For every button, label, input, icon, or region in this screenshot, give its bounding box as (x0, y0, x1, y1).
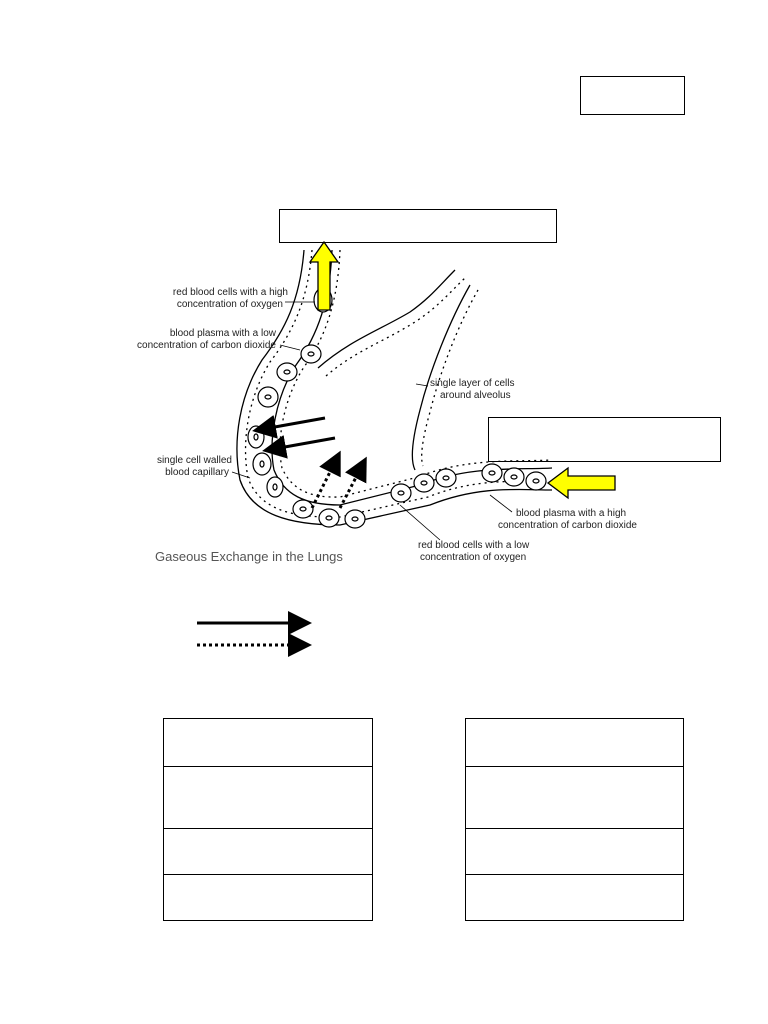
oxygen-diffusion-arrow-2 (268, 438, 335, 450)
alveolus-wall (318, 270, 478, 470)
table-row[interactable] (164, 875, 372, 919)
label-rbc-low-oxygen-2: concentration of oxygen (420, 552, 527, 563)
label-rbc-high-oxygen-2: concentration of oxygen (176, 299, 283, 310)
table-row[interactable] (466, 875, 683, 919)
label-single-layer-1: single layer of cells (430, 378, 515, 389)
label-single-layer-2: around alveolus (440, 390, 511, 401)
answer-table-left (163, 718, 373, 921)
table-row[interactable] (164, 719, 372, 767)
table-row[interactable] (466, 829, 683, 875)
co2-diffusion-arrow-2 (340, 462, 364, 508)
label-rbc-high-oxygen-1: red blood cells with a high (172, 287, 288, 298)
label-rbc-low-oxygen-1: red blood cells with a low (418, 540, 530, 551)
diagram-caption: Gaseous Exchange in the Lungs (155, 549, 343, 564)
red-blood-cells (248, 288, 546, 528)
table-row[interactable] (164, 829, 372, 875)
answer-table-right (465, 718, 684, 921)
label-plasma-low-co2-1: blood plasma with a low (169, 328, 276, 339)
table-row[interactable] (466, 719, 683, 767)
label-capillary-1: single cell walled (156, 455, 232, 466)
label-capillary-2: blood capillary (165, 467, 229, 478)
label-plasma-low-co2-2: concentration of carbon dioxide (137, 340, 276, 351)
co2-diffusion-arrow-1 (312, 456, 338, 508)
blood-flow-in-arrow (548, 468, 615, 498)
oxygen-diffusion-arrow-1 (258, 418, 325, 430)
label-plasma-high-co2-2: concentration of carbon dioxide (498, 520, 637, 531)
table-row[interactable] (164, 767, 372, 829)
label-plasma-high-co2-1: blood plasma with a high (516, 508, 627, 519)
table-row[interactable] (466, 767, 683, 829)
